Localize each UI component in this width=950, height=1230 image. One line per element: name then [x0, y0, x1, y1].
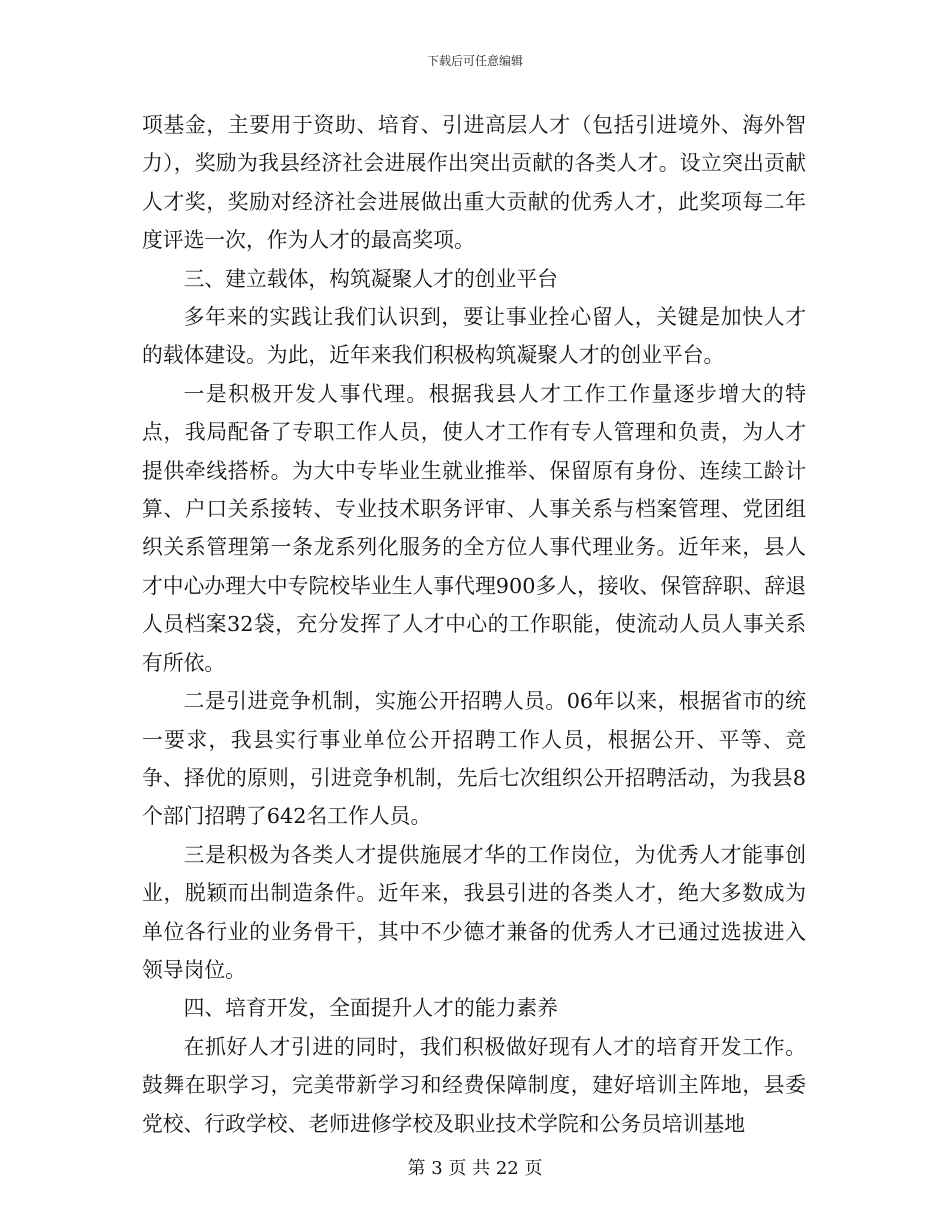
- page-header: 下载后可任意编辑: [426, 54, 523, 68]
- document-body: [142, 106, 806, 1143]
- paragraph: 多年来的实践让我们认识到，要让事业拴心留人，关键是加快人才的载体建设。为此，近年来我们积极构筑凝聚人才的创业平台。: [142, 305, 806, 368]
- section-heading-4: 四、培育开发，全面提升人才的能力素养: [183, 996, 558, 1021]
- paragraph: 在抓好人才引进的同时，我们积极做好现有人才的培育开发工作。鼓舞在职学习，完美带新学习和经费保障制度，建好培训主阵地，县委党校、行政学校、老师进修学校及职业技术学院和公务员培训基地: [142, 1034, 806, 1136]
- section-heading-3: 三、建立载体，构筑凝聚人才的创业平台: [183, 266, 558, 291]
- paragraph: 二是引进竞争机制，实施公开招聘人员。06年以来，根据省市的统一要求，我县实行事业单位公开招聘工作人员，根据公开、平等、竞争、择优的原则，引进竞争机制，先后七次组织公开招聘活动，为我县8个部门招聘了642名工作人员。: [142, 689, 806, 829]
- paragraph: 三是积极为各类人才提供施展才华的工作岗位，为优秀人才能事创业，脱颖而出制造条件。近年来，我县引进的各类人才，绝大多数成为单位各行业的业务骨干，其中不少德才兼备的优秀人才已通过选拔进入领导岗位。: [142, 842, 806, 982]
- paragraph-continuation: 项基金，主要用于资助、培育、引进高层人才（包括引进境外、海外智力），奖励为我县经济社会进展作出突出贡献的各类人才。设立突出贡献人才奖，奖励对经济社会进展做出重大贡献的优秀人才，此奖项每二年度评选一次，作为人才的最高奖项。: [142, 113, 806, 253]
- paragraph: 一是积极开发人事代理。根据我县人才工作工作量逐步增大的特点，我局配备了专职工作人员，使人才工作有专人管理和负责，为人才提供牵线搭桥。为大中专毕业生就业推举、保留原有身份、连续工龄计算、户口关系接转、专业技术职务评审、人事关系与档案管理、党团组织关系管理第一条龙系列化服务的全方位人事代理业务。近年来，县人才中心办理大中专院校毕业生人事代理900多人，接收、保管辞职、辞退人员档案32袋，充分发挥了人才中心的工作职能，使流动人员人事关系有所依。: [142, 381, 806, 675]
- page-number: 第 3 页 共 22 页: [407, 1158, 543, 1179]
